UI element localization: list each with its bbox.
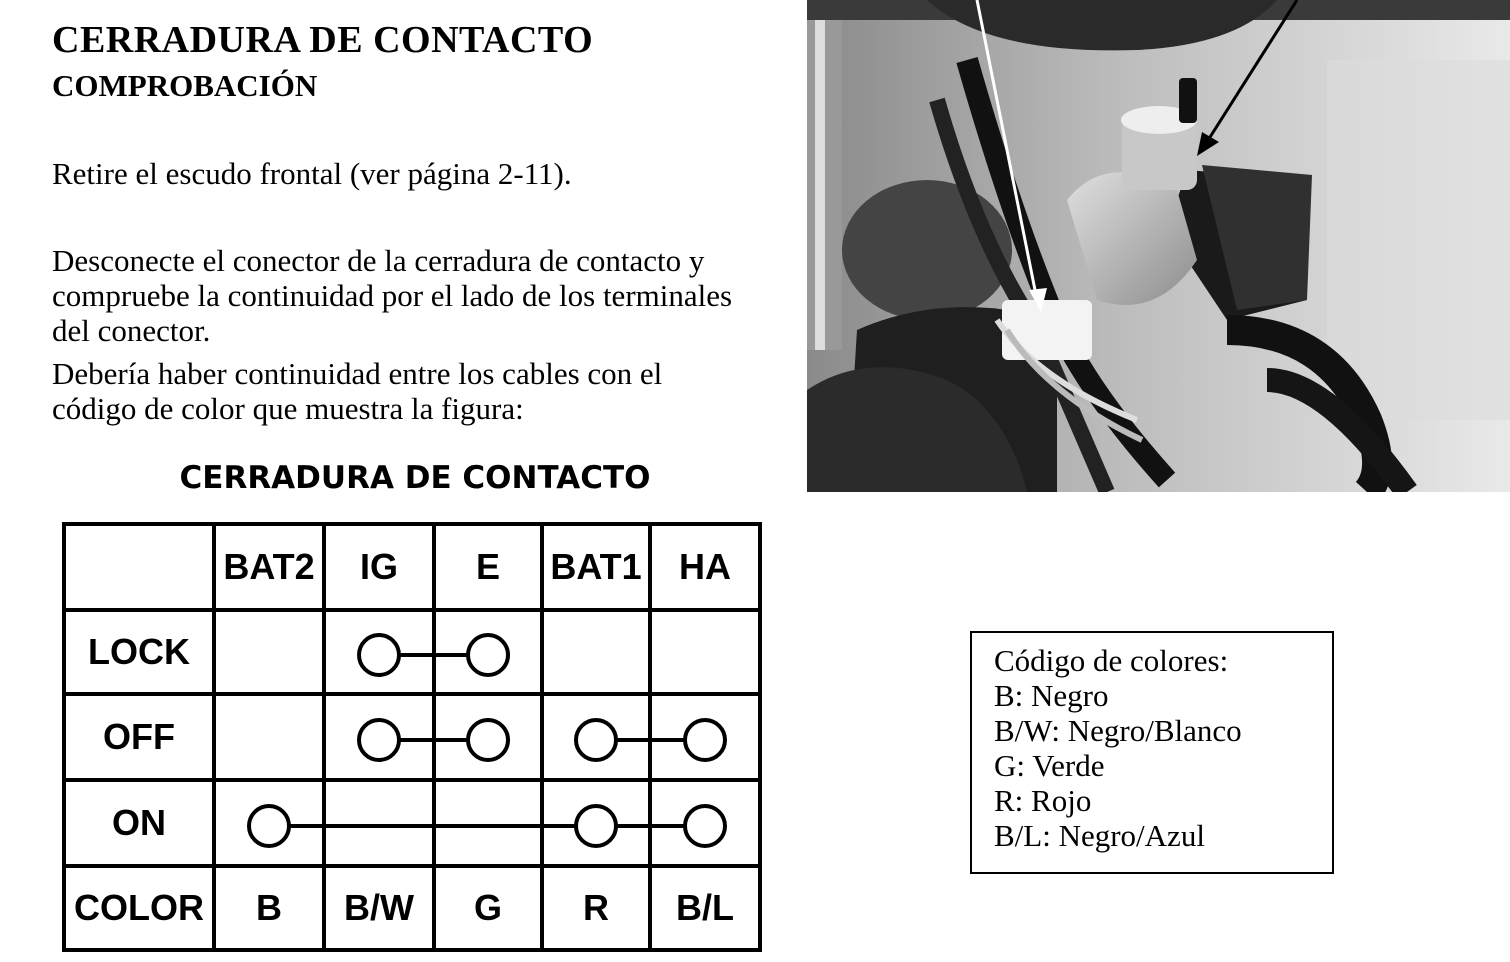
terminal-circle-e (468, 720, 508, 760)
terminal-circle-ig (359, 635, 399, 675)
terminal-circle-bat2 (249, 806, 289, 846)
instruction-paragraph-2: Desconecte el conector de la cerradura de contacto y compruebe la continuidad por el lado de los terminales del conector. (52, 243, 733, 348)
row-label-lock: LOCK (88, 631, 190, 672)
row-label-off: OFF (103, 716, 175, 757)
legend-item: B/L: Negro/Azul (994, 818, 1205, 853)
instruction-paragraph-1: Retire el escudo frontal (ver página 2-11). (52, 156, 572, 191)
row-label-color: COLOR (74, 887, 204, 928)
continuity-links (249, 635, 725, 846)
color-code-legend (970, 631, 1334, 874)
continuity-table (62, 522, 764, 954)
wire-color-e: G (473, 887, 503, 928)
terminal-circle-bat1 (576, 806, 616, 846)
terminal-circle-ha (685, 720, 725, 760)
legend-item: B/W: Negro/Blanco (994, 713, 1242, 748)
column-header-bat1: BAT1 (550, 546, 642, 587)
switch-table-title: CERRADURA DE CONTACTO (179, 460, 651, 496)
legend-item: R: Rojo (994, 783, 1092, 818)
terminal-circle-ig (359, 720, 399, 760)
column-header-e: E (475, 546, 501, 587)
column-header-ig: IG (359, 546, 399, 587)
wire-color-ha: B/L (676, 887, 734, 928)
row-label-on: ON (112, 802, 166, 843)
legend-heading: Código de colores: (994, 643, 1229, 678)
terminal-circle-ha (685, 806, 725, 846)
legend-item: B: Negro (994, 678, 1109, 713)
column-header-ha: HA (679, 546, 731, 587)
instruction-paragraph-3: Debería haber continuidad entre los cables con el código de color que muestra la figura: (52, 356, 663, 426)
wire-color-ig: B/W (344, 887, 414, 928)
legend-item: G: Verde (994, 748, 1105, 783)
terminal-circle-e (468, 635, 508, 675)
page-title: CERRADURA DE CONTACTO (52, 19, 594, 61)
table-labels (74, 546, 734, 928)
terminal-circle-bat1 (576, 720, 616, 760)
page-subtitle: COMPROBACIÓN (52, 68, 318, 103)
ignition-switch-photo (807, 0, 1510, 492)
wire-color-bat1: R (583, 887, 609, 928)
column-header-bat2: BAT2 (223, 546, 315, 587)
wire-color-bat2: B (256, 887, 282, 928)
